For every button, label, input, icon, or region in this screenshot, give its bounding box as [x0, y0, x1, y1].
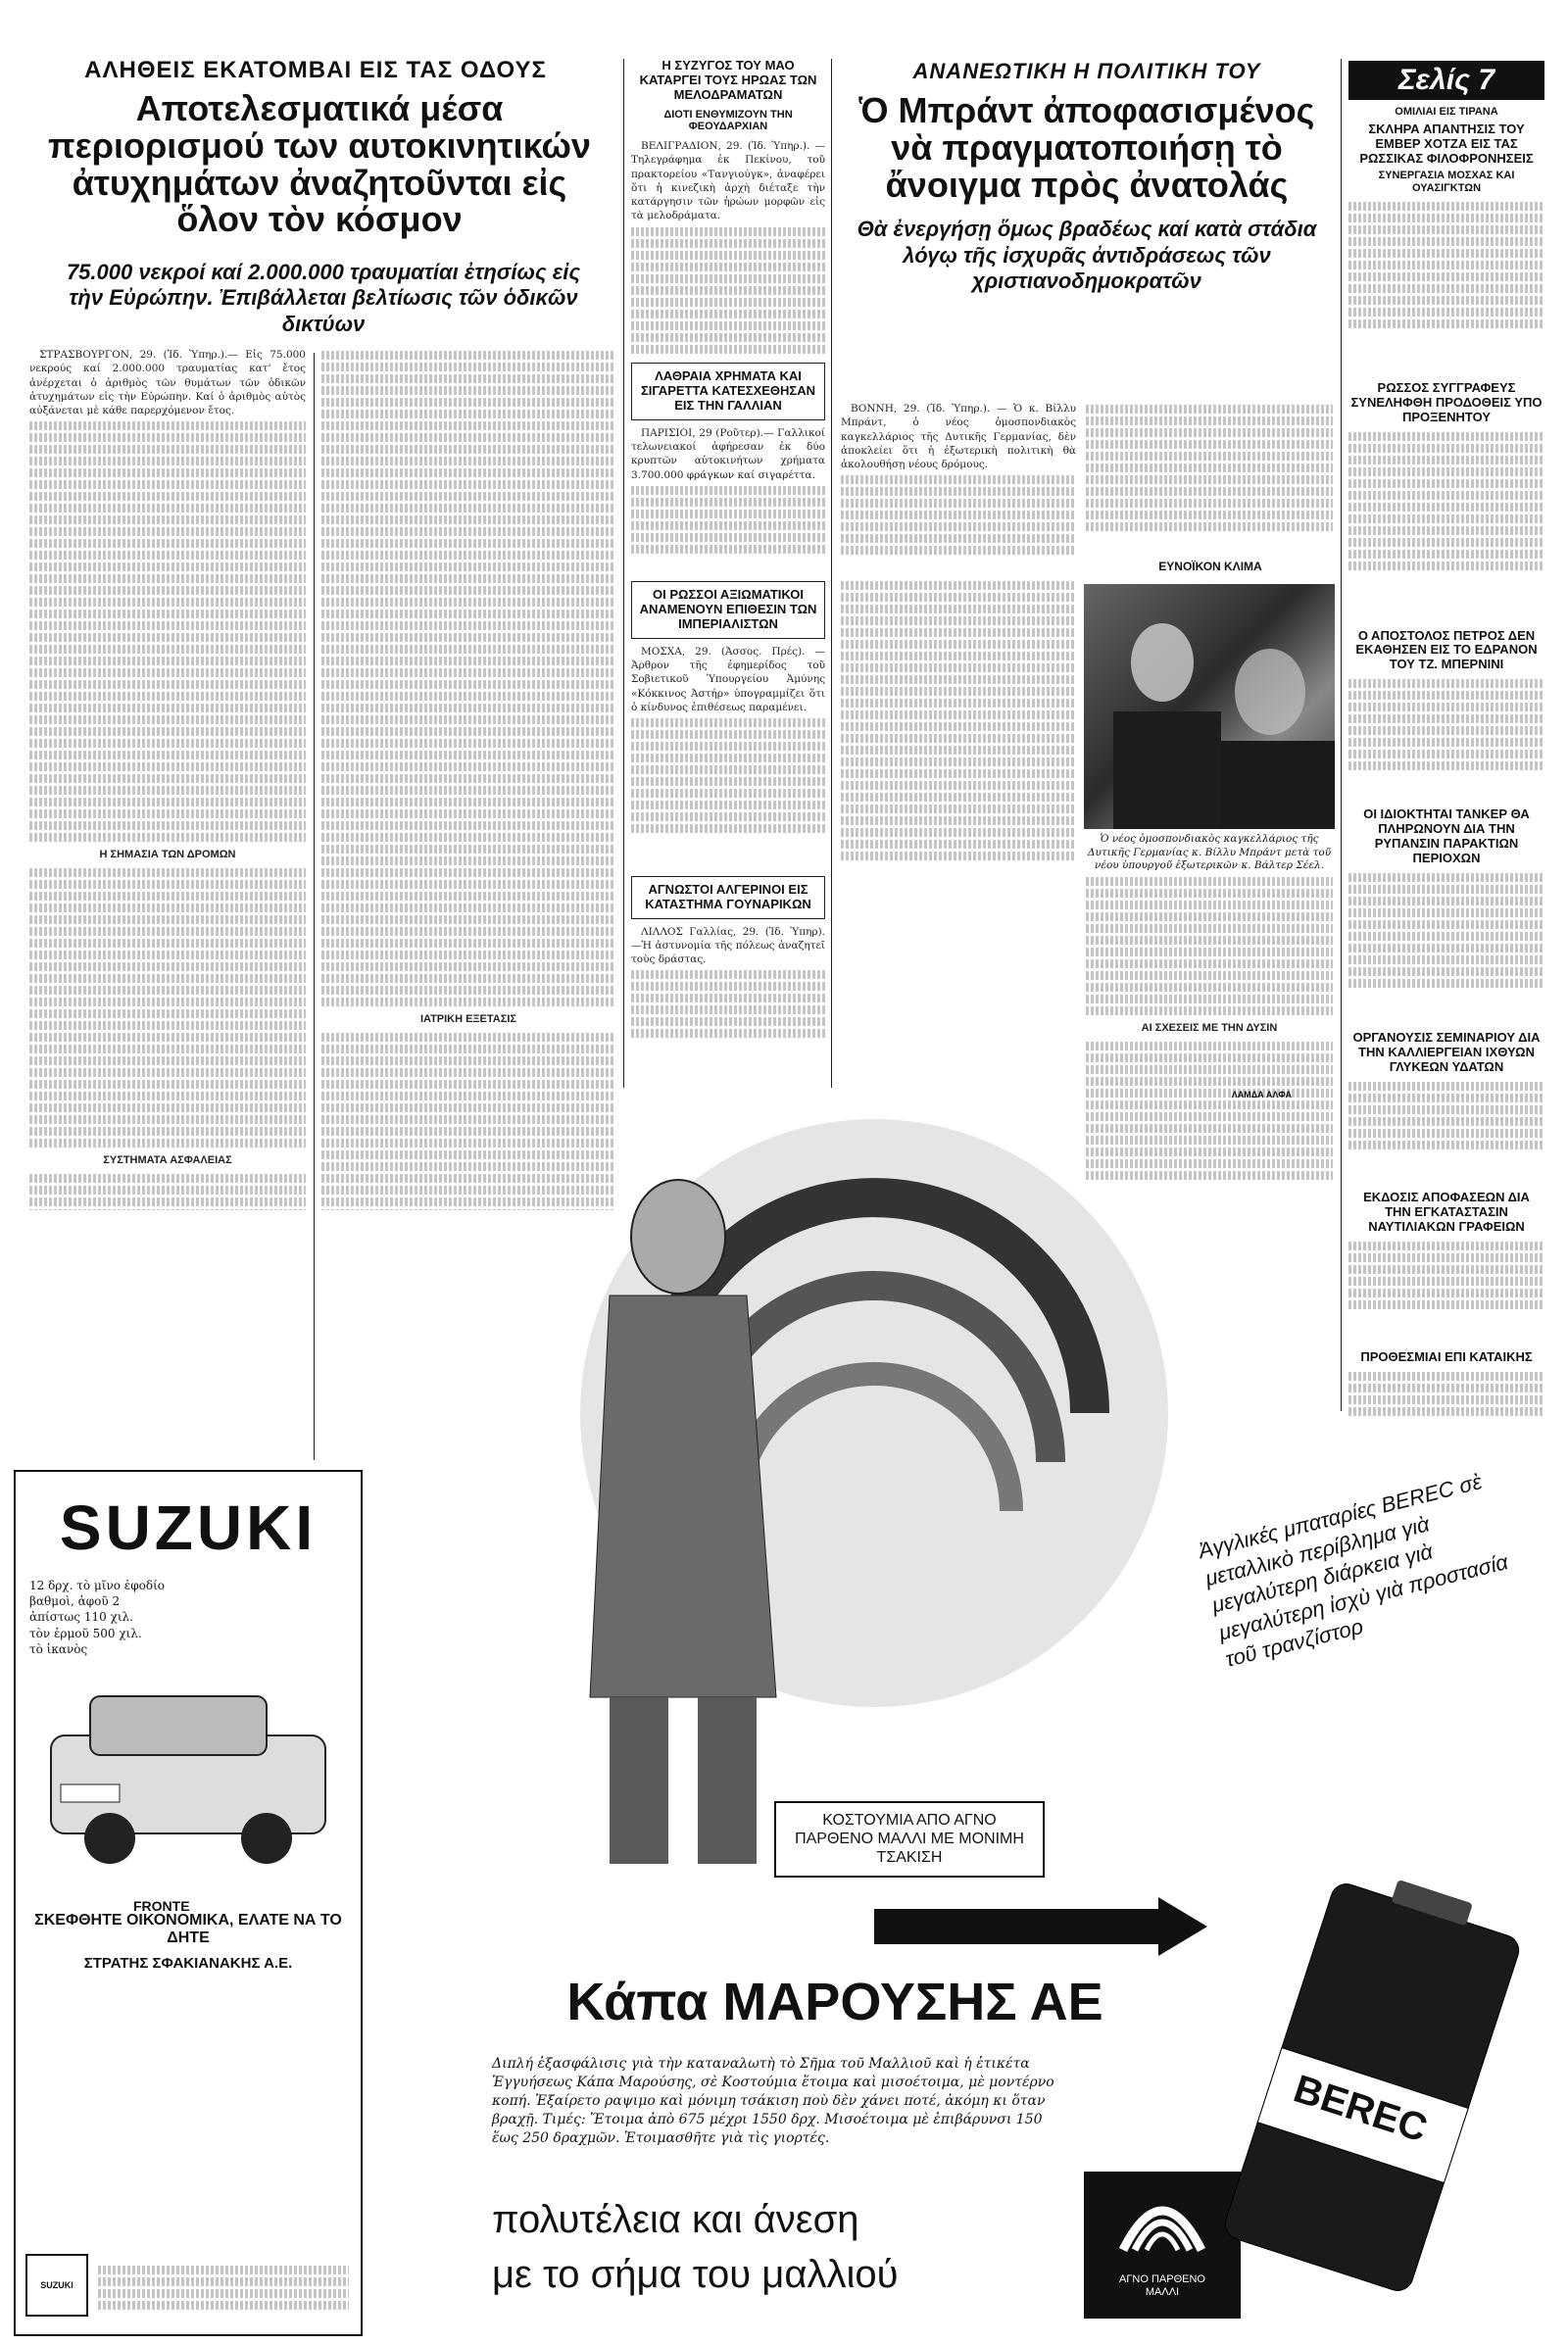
smuggle-box — [631, 363, 825, 420]
right-top-headline: ΟΜΙΛΙΑΙ ΕΙΣ ΤΙΡΑΝΑ — [1395, 106, 1498, 118]
mao-body — [631, 139, 825, 355]
suzuki-dealer: ΣΤΡΑΤΗΣ ΣΦΑΚΙΑΝΑΚΗΣ Α.Ε. — [83, 1954, 293, 1972]
russia-lead: ΜΟΣΧΑ, 29. (Ἀσσος. Πρές). —Ἀρθρον τῆς ἐφημερίδος τοῦ Σοβιετικοῦ Ὑπουργείου Ἀμύνης «Κόκκινος Ἀστήρ» ὑπογραμμίζει ὅτι ὁ κίνδυνος ἐπιθέσεως παραμένει. — [631, 645, 825, 713]
brandt-headline: Ὁ Μπράντ ἀποφασισμένος νὰ πραγματοποιήσῃ τὸ ἄνοιγμα πρὸς ἀνατολάς — [858, 90, 1315, 205]
berec-tagline: with Power II — [1440, 2189, 1543, 2240]
right-headline-1: ΣΚΛΗΡΑ ΑΠΑΝΤΗΣΙΣ ΤΟΥ ΕΜΒΕΡ ΧΟΤΖΑ ΕΙΣ ΤΑΣ ΡΩΣΣΙΚΑΣ ΦΙΛΟΦΡΟΝΗΣΕΙΣ — [1359, 121, 1534, 166]
brandt-box-title: ΕΥΝΟΪΚΟΝ ΚΛΙΜΑ — [1158, 560, 1262, 573]
right-headline-3: Ο ΑΠΟΣΤΟΛΟΣ ΠΕΤΡΟΣ ΔΕΝ ΕΚΑΘΗΣΕΝ ΕΙΣ ΤΟ ΕΔΡΑΝΟΝ ΤΟΥ ΤΖ. ΜΠΕΡΝΙΝΙ — [1355, 627, 1538, 672]
russia-headline: ΟΙ ΡΩΣΣΟΙ ΑΞΙΩΜΑΤΙΚΟΙ ΑΝΑΜΕΝΟΥΝ ΕΠΙΘΕΣΙΝ ΤΩΝ ΙΜΠΕΡΙΑΛΙΣΤΩΝ — [639, 586, 817, 631]
middle-column — [631, 59, 825, 1072]
algeria-lead: ΛΙΛΛΟΣ Γαλλίας, 29. (Ἰδ. Ὑπηρ). —Ἡ ἀστυνομία τῆς πόλεως ἀναζητεῖ τοὺς δράστας. — [631, 925, 825, 966]
brandt-article — [839, 59, 1335, 295]
suzuki-fineprint — [98, 2263, 349, 2313]
smuggle-headline: ΛΑΘΡΑΙΑ ΧΡΗΜΑΤΑ ΚΑΙ ΣΙΓΑΡΕΤΤΑ ΚΑΤΕΣΧΕΘΗΣΑΝ ΕΙΣ ΤΗΝ ΓΑΛΛΙΑΝ — [641, 368, 815, 413]
suzuki-specs: 12 δρχ. τὸ μῖνο ἐφοδίο βαθμοὶ, ἀφοῦ 2 ἀπίστως 110 χιλ. τὸν ἑρμοῦ 500 χιλ. τὸ ἱκανὸς — [29, 1579, 165, 1656]
suzuki-brand: SUZUKI — [59, 1492, 318, 1563]
brandt-body-3 — [841, 578, 1076, 970]
brandt-body — [841, 402, 1076, 568]
suzuki-model: FRONTE — [133, 1898, 190, 1914]
right-headline-4: ΟΙ ΙΔΙΟΚΤΗΤΑΙ ΤΑΝΚΕΡ ΘΑ ΠΛΗΡΩΝΟΥΝ ΔΙΑ ΤΗΝ ΡΥΠΑΝΣΙΝ ΠΑΡΑΚΤΙΩΝ ΠΕΡΙΟΧΩΝ — [1363, 806, 1530, 866]
right-headline-5: ΟΡΓΑΝΟΥΣΙΣ ΣΕΜΙΝΑΡΙΟΥ ΔΙΑ ΤΗΝ ΚΑΛΛΙΕΡΓΕΙΑΝ ΙΧΘΥΩΝ ΓΛΥΚΕΩΝ ΥΔΑΤΩΝ — [1352, 1030, 1541, 1074]
algeria-body — [631, 925, 825, 1072]
right-headline-6: ΕΚΔΟΣΙΣ ΑΠΟΦΑΣΕΩΝ ΔΙΑ ΤΗΝ ΕΓΚΑΤΑΣΤΑΣΙΝ ΝΑΥΤΙΛΙΑΚΩΝ ΓΡΑΦΕΙΩΝ — [1363, 1189, 1530, 1234]
kappa-product-box: ΚΟΣΤΟΥΜΙΑ ΑΠΟ ΑΓΝΟ ΠΑΡΘΕΝΟ ΜΑΛΛΙ ΜΕ ΜΟΝΙΜΗ ΤΣΑΚΙΣΗ — [774, 1801, 1045, 1878]
article-subhead: 75.000 νεκροί καί 2.000.000 τραυματίαι ἐτησίως εἰς τὴν Εὐρώπην. Ἐπιβάλλεται βελτίωσις τῶν ὁδικῶν δικτύων — [66, 260, 581, 336]
right-body-5 — [1348, 1079, 1544, 1187]
battery-illustration — [1215, 1872, 1529, 2303]
mao-lead: ΒΕΛΙΓΡΑΔΙΟΝ, 29. (Ἰδ. Ὑπηρ.). —Τηλεγράφημα ἐκ Πεκίνου, τοῦ πρακτορείου «Τανγιούγκ», ἀναφέρει ὅτι ἡ κινεζικὴ ἀρχὴ διέταξε τὴν κατάργησιν τῶν ἡρώων μορφῶν εἰς τὰ μελοδράματα. — [631, 140, 825, 222]
brandt-subhead: Θὰ ἐνεργήσῃ ὅμως βραδέως καί κατὰ στάδια λόγῳ τῆς ἰσχυρᾶς ἀντιδράσεως τῶν χριστιανοδημοκρατῶν — [857, 217, 1317, 294]
right-column — [1348, 106, 1544, 1447]
brandt-lead: ΒΟΝΝΗ, 29. (Ἰδ. Ὑπηρ.). — Ὁ κ. Βίλλυ Μπράντ, ὁ νέος ὁμοσπονδιακὸς καγκελλάριος τῆς Δυτικῆς Γερμανίας, δὲν ἀποκλείει ὅτι ἡ ἐξωτερικὴ πολιτικὴ θὰ ἀκολουθήσῃ νέους δρόμους. — [841, 403, 1076, 471]
column-divider — [314, 353, 315, 1460]
berec-brand: BEREC — [1288, 2067, 1433, 2151]
right-headline-7: ΠΡΟΘΕΣΜΙΑΙ ΕΠΙ ΚΑΤΑΙΚΗΣ — [1360, 1348, 1533, 1364]
article-lead: ΣΤΡΑΣΒΟΥΡΓΟΝ, 29. (Ἰδ. Ὑπηρ.).— Εἰς 75.000 νεκρούς καί 2.000.000 τραυματίας κατ' ἔτος ἀνέρχεται ὁ ἀριθμὸς τῶν θυμάτων τῶν ὁδικῶν ἀτυχημάτων εἰς τὴν Εὐρώπην. Καί ὁ ἀριθμὸς αὐτὸς αὐξάνεται μὲ κάθε παρερχόμενον ἔτος. — [29, 349, 306, 417]
suzuki-car-illustration — [22, 1667, 355, 1882]
algeria-headline: ΑΓΝΩΣΤΟΙ ΑΛΓΕΡΙΝΟΙ ΕΙΣ ΚΑΤΑΣΤΗΜΑ ΓΟΥΝΑΡΙΚΩΝ — [645, 881, 811, 911]
section-heading: ΣΥΣΤΗΜΑΤΑ ΑΣΦΑΛΕΙΑΣ — [103, 1154, 232, 1167]
suzuki-badge: SUZUKI — [25, 2254, 88, 2317]
berec-text: Ἀγγλικές μπαταρίες BEREC σὲ μεταλλικὸ περίβλημα γιὰ μεγαλύτερη διάρκεια γιὰ μεγαλύτερη ἰσχὺ γιὰ προστασία τοῦ τρανζίστορ — [1196, 1469, 1511, 1673]
berec-ad — [1156, 1469, 1558, 2332]
brandt-caption: Ὁ νέος ὁμοσπονδιακὸς καγκελλάριος τῆς Δυτικῆς Γερμανίας κ. Βίλλυ Μπράντ μετὰ τοῦ νέου ὑπουργοῦ ἐξωτερικῶν κ. Βάλτερ Σέελ. — [1087, 833, 1332, 872]
page-masthead: Σελίς 7 — [1348, 61, 1544, 100]
russia-body — [631, 645, 825, 870]
article-headline: Αποτελεσματικά μέσα περιορισμού των αυτοκινητικών ἀτυχημάτων ἀναζητοῦνται εἰς ὅλον τὸν κόσμον — [48, 88, 591, 240]
mao-subhead: ΔΙΟΤΙ ΕΝΘΥΜΙΖΟΥΝ ΤΗΝ ΦΕΟΥΔΑΡΧΙΑΝ — [663, 108, 793, 133]
column-divider — [1341, 59, 1342, 1411]
column-divider — [623, 59, 624, 1088]
section-heading: ΙΑΤΡΙΚΗ ΕΞΕΤΑΣΙΣ — [419, 1013, 516, 1025]
algeria-box — [631, 876, 825, 919]
column-divider — [831, 59, 832, 1088]
right-body-2 — [1348, 429, 1544, 625]
right-body-4 — [1348, 870, 1544, 1027]
kappa-brand: Κάπα ΜΑΡΟΥΣΗΣ ΑΕ — [566, 1973, 1103, 2031]
suzuki-ad — [14, 1470, 363, 2336]
article-body-col1 — [29, 348, 306, 1210]
section-heading: ΑΙ ΣΧΕΣΕΙΣ ΜΕ ΤΗΝ ΔΥΣΙΝ — [1141, 1022, 1278, 1034]
right-headline-2: ΡΩΣΣΟΣ ΣΥΓΓΡΑΦΕΥΣ ΣΥΝΕΛΗΦΘΗ ΠΡΟΔΟΘΕΙΣ ΥΠΟ ΠΡΟΞΕΝΗΤΟΥ — [1350, 379, 1543, 424]
mao-headline: Η ΣΥΖΥΓΟΣ ΤΟΥ ΜΑΟ ΚΑΤΑΡΓΕΙ ΤΟΥΣ ΗΡΩΑΣ ΤΩΝ ΜΕΛΟΔΡΑΜΑΤΩΝ — [639, 58, 817, 102]
section-heading: Η ΣΗΜΑΣΙΑ ΤΩΝ ΔΡΟΜΩΝ — [99, 849, 236, 861]
right-body-7 — [1348, 1369, 1544, 1447]
russia-box — [631, 581, 825, 639]
brandt-body-2 — [1086, 402, 1333, 568]
kappa-slogan-2: με το σήμα του μαλλιού — [492, 2253, 899, 2296]
brandt-kicker: ΑΝΑΝΕΩΤΙΚΗ Η ΠΟΛΙΤΙΚΗ ΤΟΥ — [912, 59, 1261, 83]
wool-mark-label: ΑΓΝΟ ΠΑΡΘΕΝΟ ΜΑΛΛΙ — [1119, 2273, 1205, 2299]
photo-image — [1084, 584, 1335, 829]
suzuki-cta: ΣΚΕΦΘΗΤΕ ΟΙΚΟΝΟΜΙΚΑ, ΕΛΑΤΕ ΝΑ ΤΟ ΔΗΤΕ — [34, 1911, 342, 1946]
right-body-1 — [1348, 199, 1544, 375]
right-headline-1b: ΣΥΝΕΡΓΑΣΙΑ ΜΟΣΧΑΣ ΚΑΙ ΟΥΑΣΙΓΚΤΩΝ — [1378, 170, 1515, 195]
kappa-text: Διπλή ἐξασφάλισις γιὰ τὴν καταναλωτὴ τὸ Σῆμα τοῦ Μαλλιοῦ καὶ ἡ ἐτικέτα Ἐγγυήσεως Κάπα Μαρούσης, σὲ Κοστούμια ἕτοιμα καὶ μισοέτοιμα, μὲ μοντέρνο κοπή. Ἐξαίρετο ραψιμο καὶ μόνιμη τσάκιση ποὺ δὲν χάνει ποτέ, ἀκόμη κι ὅταν βραχῇ. Τιμές: Ἕτοιμα ἀπὸ 675 μέχρι 1550 δρχ. Μισοέτοιμα μὲ ἐπιβάρυνσι 150 ἕως 250 δραχμῶν. Ἑτοιμασθῆτε γιὰ τὶς γιορτές. — [492, 2056, 1054, 2146]
smuggle-body — [631, 426, 825, 573]
photo-credit: ΛΑΜΔΑ ΑΛΦΑ — [1231, 1090, 1292, 1099]
article-kicker: ΑΛΗΘΕΙΣ ΕΚΑΤΟΜΒΑΙ ΕΙΣ ΤΑΣ ΟΔΟΥΣ — [84, 57, 547, 83]
right-body-3 — [1348, 676, 1544, 804]
smuggle-lead: ΠΑΡΙΣΙΟΙ, 29 (Ροῦτερ).— Γαλλικοί τελωνειακοί ἀφήρεσαν ἐκ δύο κρυπτῶν αὐτοκινήτων χρήματα 3.700.000 φράγκων καί σιγαρέττα. — [631, 426, 825, 481]
article-body-col2 — [321, 348, 615, 1210]
kappa-slogan-1: πολυτέλεια και άνεση — [492, 2198, 859, 2241]
right-body-6 — [1348, 1239, 1544, 1346]
brandt-photo — [1084, 584, 1335, 829]
